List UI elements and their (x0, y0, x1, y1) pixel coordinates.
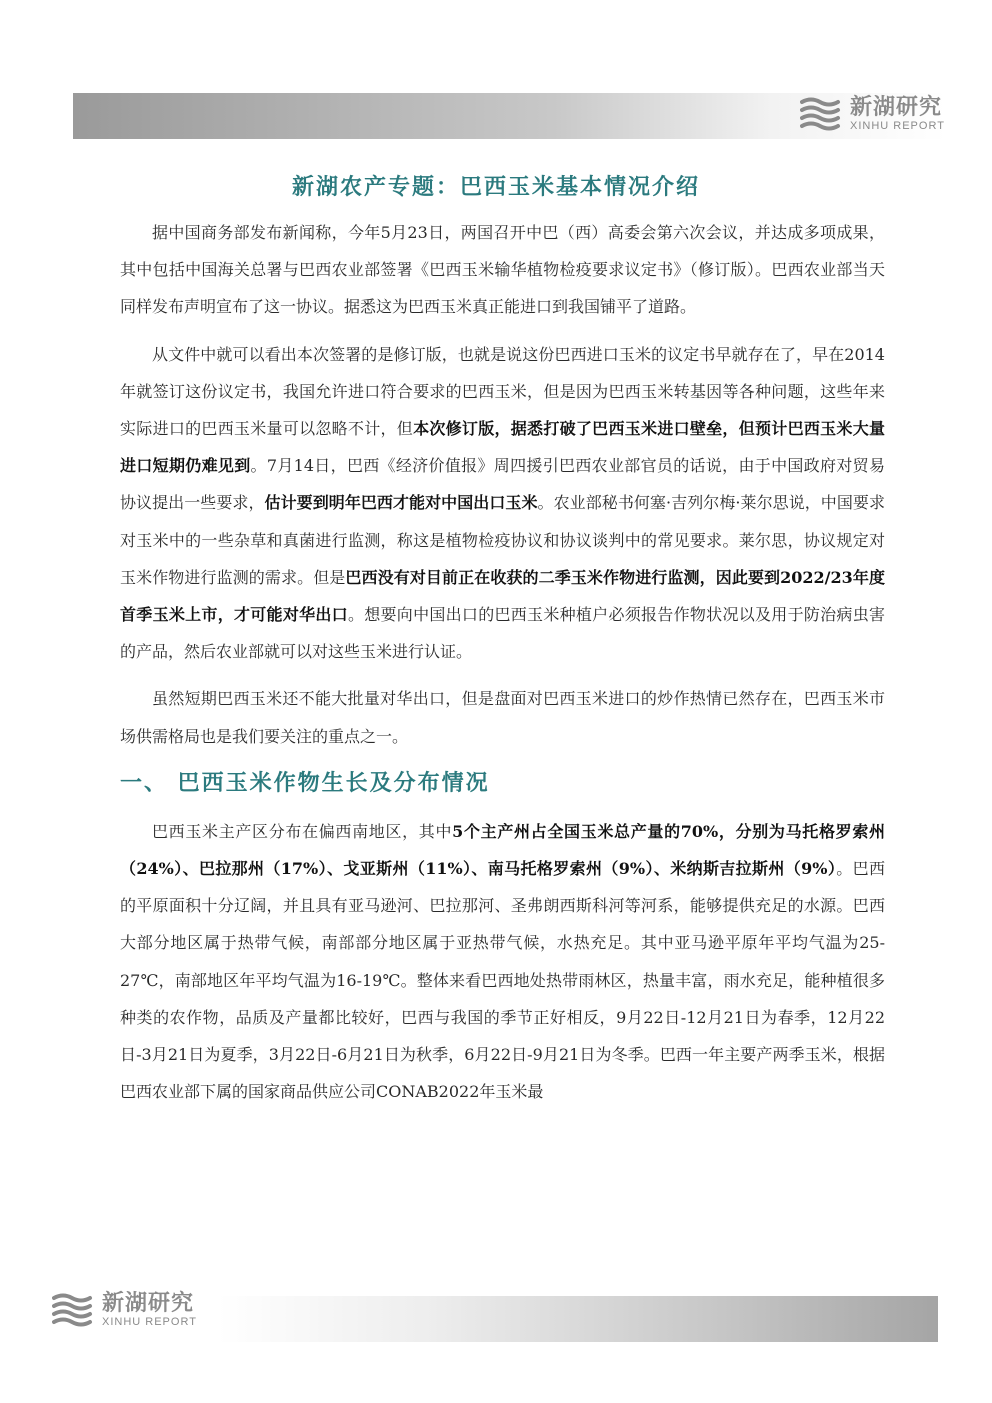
bold-text-run: 5个主产州占全国玉米总产量的70%，分别为马托格罗索州（24%）、巴拉那州（17%）、戈亚斯州（11%）、南马托格罗索州（9%）、米纳斯吉拉斯州（9%） (120, 821, 885, 879)
bold-text-run: 本次修订版，据悉打破了巴西玉米进口壁垒，但预计巴西玉米大量进口短期仍难见到 (120, 419, 885, 476)
brand-name-en: XINHU REPORT (850, 119, 945, 132)
text-run: 据中国商务部发布新闻称，今年5月23日，两国召开中巴（西）高委会第六次会议，并达成多项成果，其中包括中国海关总署与巴西农业部签署《巴西玉米输华植物检疫要求议定书》（修订版）。巴西农业部当天同样发布声明宣布了这一协议。据悉这为巴西玉米真正能进口到我国铺平了道路。 (120, 223, 885, 317)
text-run: 。农业部秘书何塞·吉列尔梅·莱尔思说，中国要求对玉米中的一些杂草和真菌进行监测，称这是植物检疫协议和协议谈判中的常见要求。莱尔思，协议规定对玉米作物进行监测的需求。但是 (120, 493, 885, 587)
body-paragraph (120, 336, 885, 671)
text-run: 从文件中就可以看出本次签署的是修订版，也就是说这份巴西进口玉米的议定书早就存在了，早在2014年就签订这份议定书，我国允许进口符合要求的巴西玉米，但是因为巴西玉米转基因等各种问题，这些年来实际进口的巴西玉米量可以忽略不计，但 (120, 344, 885, 439)
section-paragraph (120, 813, 885, 1111)
intro-section (120, 214, 885, 755)
wave-logo-icon (52, 1292, 96, 1328)
brand-logo-bottom (52, 1292, 197, 1328)
text-run: 巴西玉米主产区分布在偏西南地区，其中 (152, 821, 453, 841)
text-run: 。想要向中国出口的巴西玉米种植户必须报告作物状况以及用于防治病虫害的产品，然后农业部就可以对这些玉米进行认证。 (120, 605, 885, 662)
document-title: 新湖农产专题：巴西玉米基本情况介绍 (291, 174, 700, 200)
text-run: 。巴西的平原面积十分辽阔，并且具有亚马逊河、巴拉那河、圣弗朗西斯科河等河系，能够提供充足的水源。巴西大部分地区属于热带气候，南部部分地区属于亚热带气候，水热充足。其中亚马逊平原年平均气温为25-27℃，南部地区年平均气温为16-19℃。整体来看巴西地处热带雨林区，热量丰富，雨水充足，能种植很多种类的农作物，品质及产量都比较好，巴西与我国的季节正好相反，9月22日-12月21日为春季，12月22日-3月21日为夏季，3月22日-6月21日为秋季，6月22日-9月21日为冬季。巴西一年主要产两季玉米，根据巴西农业部下属的国家商品供应公司CONAB2022年玉米最 (120, 859, 885, 1102)
bold-text-run: 估计要到明年巴西才能对中国出口玉米 (264, 493, 538, 513)
brand-logo-top (800, 96, 945, 132)
text-run: 。7月14日，巴西《经济价值报》周四援引巴西农业部官员的话说，由于中国政府对贸易协议提出一些要求， (120, 456, 885, 513)
section-heading: 一、 巴西玉米作物生长及分布情况 (120, 769, 490, 796)
footer-bar (218, 1296, 938, 1342)
wave-logo-icon (800, 96, 844, 132)
body-paragraph (120, 680, 885, 754)
brand-name-en: XINHU REPORT (102, 1315, 197, 1328)
brand-name-cn: 新湖研究 (850, 94, 943, 120)
text-run: 虽然短期巴西玉米还不能大批量对华出口，但是盘面对巴西玉米进口的炒作热情已然存在，巴西玉米市场供需格局也是我们要关注的重点之一。 (120, 689, 885, 746)
brand-name-cn: 新湖研究 (102, 1290, 195, 1316)
body-paragraph (120, 214, 885, 326)
document-body (120, 214, 885, 1120)
bold-text-run: 巴西没有对目前正在收获的二季玉米作物进行监测，因此要到2022/23年度首季玉米上市，才可能对华出口 (120, 567, 885, 625)
